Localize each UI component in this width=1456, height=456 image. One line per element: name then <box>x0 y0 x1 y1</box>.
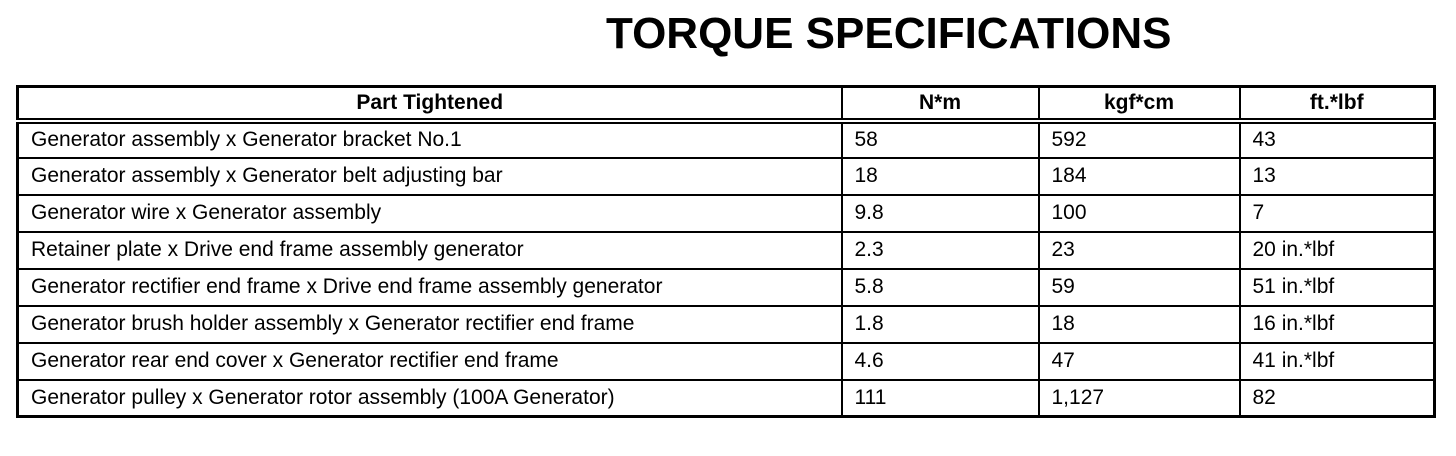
cell-kgfcm: 47 <box>1039 343 1240 380</box>
cell-part: Generator brush holder assembly x Generator rectifier end frame <box>18 306 842 343</box>
table-row <box>18 380 1435 417</box>
cell-nm: 18 <box>842 158 1039 195</box>
table-body <box>18 121 1435 417</box>
cell-nm: 2.3 <box>842 232 1039 269</box>
column-header-part-tightened: Part Tightened <box>18 87 842 121</box>
cell-kgfcm: 592 <box>1039 121 1240 158</box>
cell-part: Generator rectifier end frame x Drive end frame assembly generator <box>18 269 842 306</box>
cell-kgfcm: 184 <box>1039 158 1240 195</box>
cell-part: Generator pulley x Generator rotor assembly (100A Generator) <box>18 380 842 417</box>
cell-nm: 9.8 <box>842 195 1039 232</box>
cell-ftlbf: 16 in.*lbf <box>1240 306 1435 343</box>
cell-nm: 111 <box>842 380 1039 417</box>
table-row <box>18 269 1435 306</box>
cell-kgfcm: 23 <box>1039 232 1240 269</box>
cell-nm: 4.6 <box>842 343 1039 380</box>
cell-ftlbf: 13 <box>1240 158 1435 195</box>
cell-nm: 5.8 <box>842 269 1039 306</box>
cell-ftlbf: 51 in.*lbf <box>1240 269 1435 306</box>
cell-part: Retainer plate x Drive end frame assembly generator <box>18 232 842 269</box>
cell-ftlbf: 20 in.*lbf <box>1240 232 1435 269</box>
cell-part: Generator assembly x Generator bracket No.1 <box>18 121 842 158</box>
column-header-kgfcm: kgf*cm <box>1039 87 1240 121</box>
column-header-nm: N*m <box>842 87 1039 121</box>
header-row <box>18 87 1435 121</box>
page-title: TORQUE SPECIFICATIONS <box>606 9 1172 58</box>
cell-part: Generator rear end cover x Generator rectifier end frame <box>18 343 842 380</box>
cell-kgfcm: 18 <box>1039 306 1240 343</box>
table-row <box>18 232 1435 269</box>
table-row <box>18 306 1435 343</box>
table-row <box>18 121 1435 158</box>
cell-ftlbf: 82 <box>1240 380 1435 417</box>
column-header-ftlbf: ft.*lbf <box>1240 87 1435 121</box>
torque-spec-table-container <box>16 85 1433 418</box>
table-row <box>18 343 1435 380</box>
cell-ftlbf: 7 <box>1240 195 1435 232</box>
cell-part: Generator assembly x Generator belt adjusting bar <box>18 158 842 195</box>
table-row <box>18 158 1435 195</box>
cell-ftlbf: 41 in.*lbf <box>1240 343 1435 380</box>
cell-ftlbf: 43 <box>1240 121 1435 158</box>
table-row <box>18 195 1435 232</box>
torque-spec-table <box>16 85 1436 418</box>
cell-nm: 1.8 <box>842 306 1039 343</box>
cell-nm: 58 <box>842 121 1039 158</box>
cell-part: Generator wire x Generator assembly <box>18 195 842 232</box>
cell-kgfcm: 100 <box>1039 195 1240 232</box>
table-header <box>18 87 1435 121</box>
cell-kgfcm: 1,127 <box>1039 380 1240 417</box>
cell-kgfcm: 59 <box>1039 269 1240 306</box>
